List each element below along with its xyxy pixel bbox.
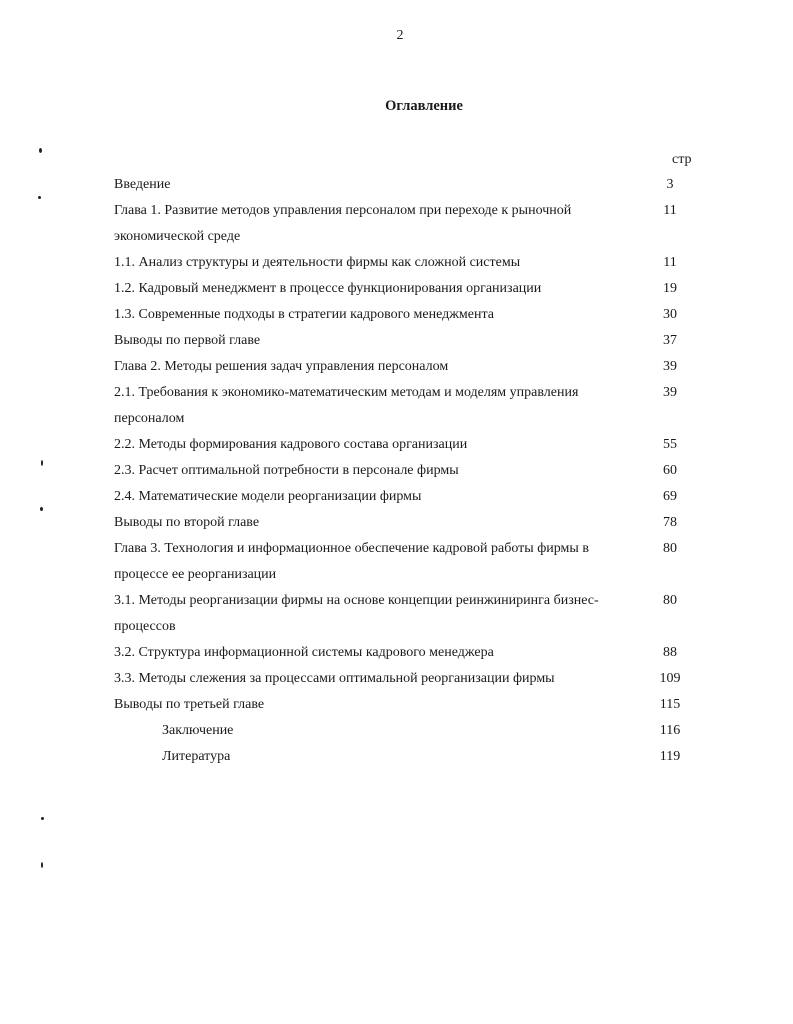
toc-entry-page: 19: [663, 281, 677, 296]
toc-entry-title: 3.3. Методы слежения за процессами оптимальной реорганизации фирмы: [114, 671, 555, 686]
toc-entry-title: Заключение: [162, 723, 234, 738]
toc-entry-title: Выводы по третьей главе: [114, 697, 265, 712]
toc-entry: [0, 354, 793, 380]
toc-entry: [0, 588, 793, 640]
toc-entry: [0, 198, 793, 250]
toc-entry-page: 30: [663, 307, 677, 322]
toc-entry-page: 11: [663, 255, 677, 270]
toc-entry-page: 69: [663, 489, 677, 504]
toc-entry-page: 37: [663, 333, 677, 348]
toc-entry-page: 115: [659, 697, 681, 712]
toc-entry-page: 39: [663, 385, 677, 400]
scan-speck: [38, 196, 41, 199]
toc-entry: [0, 328, 793, 354]
toc-entry-title: 3.1. Методы реорганизации фирмы на основе концепции реинжиниринга бизнес-процессов: [114, 593, 599, 634]
toc-entry: [0, 484, 793, 510]
toc-entry-title: 2.2. Методы формирования кадрового состава организации: [114, 437, 468, 452]
toc-entry: [0, 380, 793, 432]
toc-entry-title: Глава 1. Развитие методов управления персоналом при переходе к рыночной экономической среде: [114, 203, 572, 244]
toc-entry: [0, 692, 793, 718]
toc-entry: [0, 302, 793, 328]
page-column-header: стр: [672, 152, 692, 167]
toc-entry-page: 11: [663, 203, 677, 218]
toc-entry-title: Введение: [114, 177, 171, 192]
toc-entry-title: 1.3. Современные подходы в стратегии кадрового менеджмента: [114, 307, 494, 322]
toc-entry-page: 80: [663, 593, 677, 608]
page-title: Оглавление: [385, 98, 463, 114]
toc-entry-page: 80: [663, 541, 677, 556]
toc-entry: [0, 640, 793, 666]
table-of-contents: [0, 172, 793, 770]
toc-entry: [0, 276, 793, 302]
toc-entry: [0, 432, 793, 458]
scan-speck: [41, 460, 43, 466]
toc-entry-page: 55: [663, 437, 677, 452]
toc-entry: [0, 666, 793, 692]
toc-entry-title: 1.1. Анализ структуры и деятельности фирмы как сложной системы: [114, 255, 521, 270]
toc-entry: [0, 718, 793, 744]
scan-speck: [41, 817, 44, 820]
toc-entry-title: 1.2. Кадровый менеджмент в процессе функционирования организации: [114, 281, 542, 296]
scan-speck: [41, 862, 43, 868]
toc-entry-page: 119: [659, 749, 681, 764]
toc-entry-title: 2.3. Расчет оптимальной потребности в персонале фирмы: [114, 463, 459, 478]
toc-entry-title: Литература: [162, 749, 231, 764]
toc-entry-page: 109: [659, 671, 681, 686]
toc-entry-title: Глава 2. Методы решения задач управления персоналом: [114, 359, 449, 374]
toc-entry: [0, 172, 793, 198]
toc-entry-title: Глава 3. Технология и информационное обеспечение кадровой работы фирмы в процессе ее реорганизации: [114, 541, 589, 582]
toc-entry-page: 78: [663, 515, 677, 530]
toc-entry-title: Выводы по первой главе: [114, 333, 261, 348]
toc-entry-title: 3.2. Структура информационной системы кадрового менеджера: [114, 645, 494, 660]
toc-entry-title: 2.4. Математические модели реорганизации фирмы: [114, 489, 422, 504]
toc-entry-page: 39: [663, 359, 677, 374]
toc-entry: [0, 250, 793, 276]
page-number: 2: [396, 28, 404, 43]
toc-entry: [0, 536, 793, 588]
toc-entry-page: 88: [663, 645, 677, 660]
toc-entry-title: Выводы по второй главе: [114, 515, 260, 530]
toc-entry-title: 2.1. Требования к экономико-математическим методам и моделям управления персоналом: [114, 385, 579, 426]
scan-speck: [39, 148, 42, 153]
toc-entry: [0, 458, 793, 484]
toc-entry: [0, 744, 793, 770]
toc-entry-page: 3: [666, 177, 674, 192]
scan-speck: [40, 507, 43, 511]
toc-entry: [0, 510, 793, 536]
toc-entry-page: 60: [663, 463, 677, 478]
toc-entry-page: 116: [659, 723, 681, 738]
